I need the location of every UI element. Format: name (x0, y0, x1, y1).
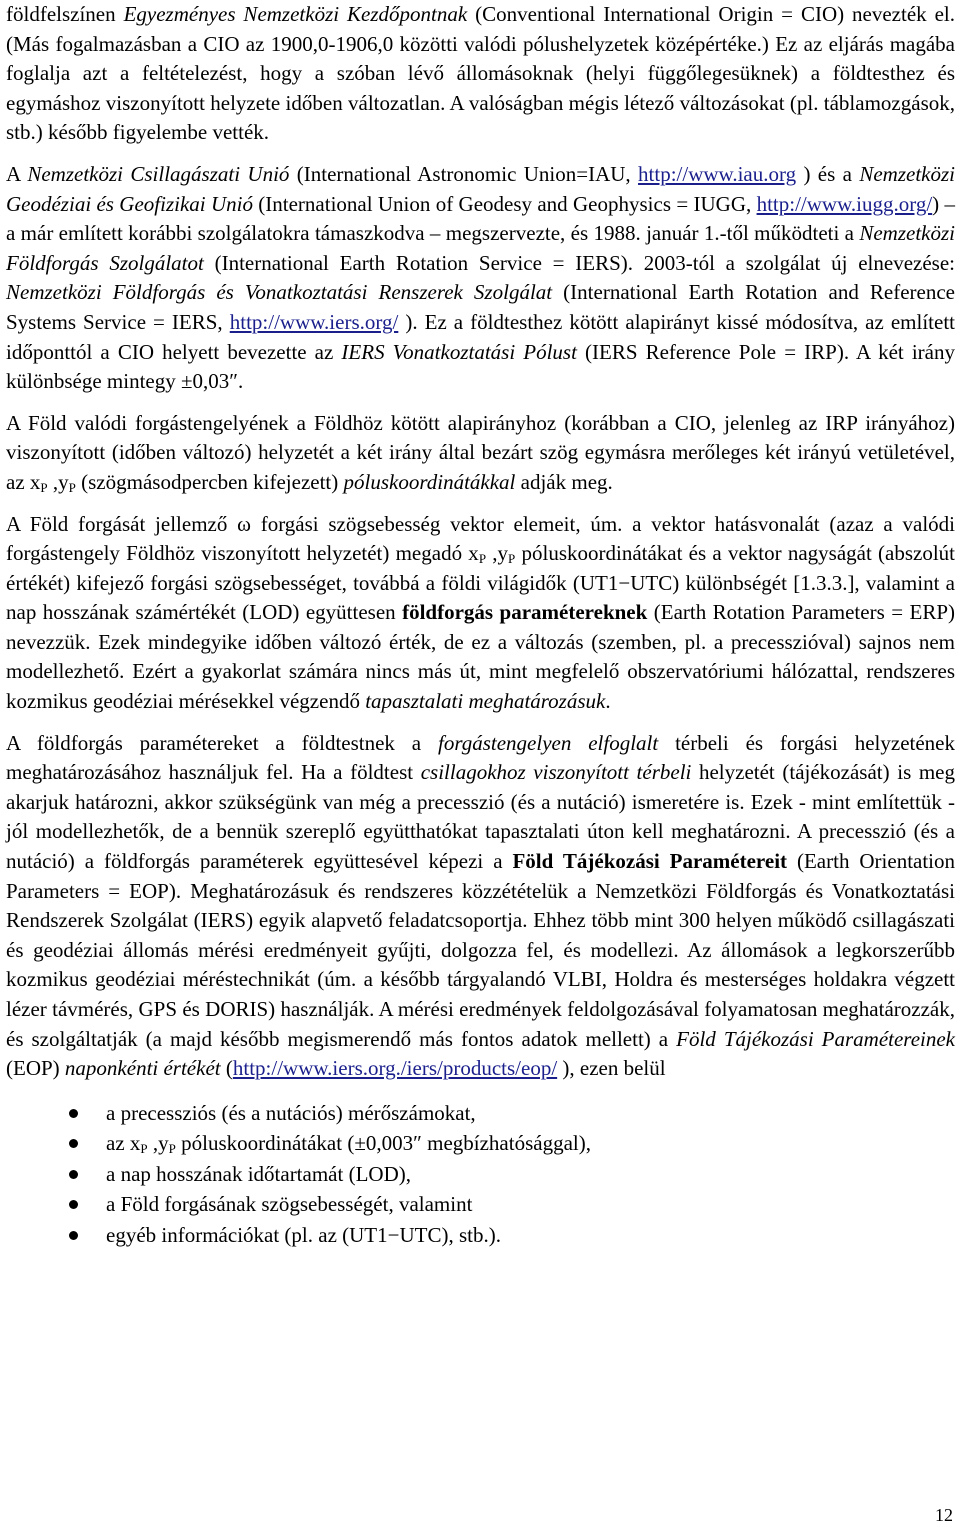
list-item (6, 1159, 955, 1190)
list-item-text: póluskoordinátákat (±0,003″ megbízhatósággal), (175, 1131, 591, 1156)
text-run: (Earth Rotation Parameters = ERP) nevezzük. Ezek mindegyike időben változó érték, de ez a változás (szemben, pl. a precesszióval) sajnos nem modellezhető. Ezért a gyakorlat számára nincs más út, mint megfelelő obszervatóriumi hálózattal, rendszeres kozmikus geodéziai mérésekkel végzendő (6, 600, 955, 714)
subscript: P (508, 551, 516, 567)
text-run: (Earth Orientation Parameters = EOP). Meghatározásuk és rendszeres közzétételük a Nemzetközi Földforgás és Vonatkoztatási Rendszerek Szolgálat (IERS) egyik alapvető feladatcsoportja. Ehhez több mint 300 helyen működő csillagászati és geodéziai állomás mérési eredményeit gyűjti, dolgozza fel, és modellezi. Az állomások a legkorszerűbb kozmikus geodéziai méréstechnikát (úm. a később tárgyalandó VLBI, Holdra és mesterséges holdakra végzett lézer távmérés, GPS és DORIS) használják. A mérési eredmények feldolgozásával folyamatosan meghatározzák, és szolgáltatják (a majd később megismerendő más fontos adatok mellett) a (6, 849, 956, 1051)
text-run: ). Ez a földtesthez kötött alapirányt kissé módosítva, az említett időponttól a CIO helyett bevezette az (6, 309, 956, 364)
list-item-text: a precessziós (és a nutációs) mérőszámokat, (106, 1100, 476, 1125)
page-number: 12 (935, 1505, 953, 1525)
term-eop-italic: Föld Tájékozási Paramétereinek (676, 1026, 955, 1051)
text-run: A Föld valódi forgástengelyének a Földhöz kötött alapirányhoz (korábban a CIO, jelenleg az IRP irányához) viszonyított (időben változó) helyzetét a két irány által bezárt szög egymásra merőleges két irányú vetületével, az x (6, 410, 955, 494)
term-csillagokhoz: csillagokhoz viszonyított térbeli (420, 760, 692, 785)
term-iau: Nemzetközi Csillagászati Unió (27, 161, 290, 186)
text-run: ( (220, 1056, 233, 1081)
text-run: (International Earth Rotation and Reference Systems Service = IERS, (6, 280, 955, 334)
paragraph-erp (6, 510, 955, 717)
text-run: földfelszínen (6, 2, 124, 26)
eop-bullet-list (6, 1098, 955, 1251)
text-run: (International Union of Geodesy and Geophysics = IUGG, (252, 191, 757, 216)
text-run: ,y (47, 469, 69, 494)
text-run: helyzetét (tájékozását) is meg akarjuk határozni, akkor szükségünk van még a precesszió (és a nutáció) ismeretére is. Ezek - mint említettük - jól modellezhetők, de a bennük szereplő együtthatókat tapasztalati úton kell meghatározni. A precesszió (és a nutáció) a földforgás paraméterek együttesével képezi a (6, 760, 955, 874)
list-item-text: ,y (147, 1131, 169, 1156)
term-iugg: Nemzetközi Geodéziai és Geofizikai Unió (6, 161, 955, 216)
subscript: P (140, 1141, 148, 1157)
text-run: (szögmásodpercben kifejezett) (75, 469, 344, 494)
list-item-text: az x (106, 1131, 141, 1156)
text-run: ), ezen belül (557, 1056, 666, 1081)
subscript: P (40, 479, 48, 495)
list-item (6, 1098, 955, 1129)
list-item (6, 1128, 955, 1159)
text-run: (Conventional International Origin = CIO) nevezték el. (Más fogalmazásban a CIO az 1900,0-1906,0 közötti valódi pólushelyzetek középértéke.) Ez az eljárás magába foglalja azt a feltételezést, hogy a szóban lévő állomásoknak (helyi függőlegesüknek) a földtesthez és egymáshoz viszonyított helyzete időben változatlan. A valóságban mégis létező változásokat (pl. táblamozgások, stb.) később figyelembe vették. (6, 2, 956, 145)
text-run: (International Earth Rotation Service = IERS). 2003-tól a szolgálat új elnevezése: (203, 250, 955, 275)
term-naponkenti: naponkénti értékét (64, 1056, 221, 1081)
term-poluskoordinatak: póluskoordinátákkal (343, 469, 516, 494)
list-item (6, 1220, 955, 1251)
list-item (6, 1189, 955, 1220)
text-run: A földforgás paramétereket a földtestnek a (6, 730, 438, 755)
bullet-icon (69, 1200, 78, 1209)
bullet-icon (69, 1139, 78, 1148)
text-run: ) és a (796, 161, 860, 186)
paragraph-cio (6, 0, 955, 148)
term-erp: földforgás paramétereknek (402, 600, 648, 625)
text-run: (IERS Reference Pole = IRP). A két irány különbsége mintegy ±0,03″. (6, 339, 955, 394)
bullet-icon (69, 1109, 78, 1118)
paragraph-eop (6, 729, 955, 1084)
link-eop[interactable]: http://www.iers.org./iers/products/eop/ (232, 1056, 558, 1081)
text-run: póluskoordinátákat és a vektor nagyságát (abszolút értékét) kifejező forgási szögsebességet, továbbá a földi világidők (UT1−UTC) különbségét [1.3.3.], valamint a nap hosszának számértékét (LOD) együttesen (6, 541, 956, 625)
paragraph-iers (6, 160, 955, 397)
list-item-text: a nap hosszának időtartamát (LOD), (106, 1161, 411, 1186)
list-item-text: egyéb információkat (pl. az (UT1−UTC), stb.). (106, 1222, 501, 1247)
term-iers-new-name: Nemzetközi Földforgás és Vonatkoztatási Renszerek Szolgálat (6, 280, 553, 305)
term-forgastengely: forgástengelyen elfoglalt (437, 730, 659, 755)
subscript: P (478, 551, 487, 567)
term-tapasztalati: tapasztalati meghatározásuk (365, 689, 606, 714)
text-run: A Föld forgását jellemző ω forgási szögsebesség vektor elemeit, úm. a vektor hatásvonalát (azaz a valódi forgástengely Földhöz viszonyított helyzetét) megadó x (6, 511, 955, 566)
link-iau[interactable]: http://www.iau.org (638, 161, 797, 186)
bullet-icon (69, 1231, 78, 1240)
term-irp: IERS Vonatkoztatási Pólust (341, 339, 577, 364)
text-run: (EOP) (6, 1056, 65, 1081)
link-iers[interactable]: http://www.iers.org/ (229, 309, 399, 334)
text-run: adják meg. (515, 469, 613, 494)
subscript: P (68, 479, 76, 495)
document-page (6, 0, 955, 1250)
term-foldforgas-szolgalat: Nemzetközi Földforgás Szolgálatot (6, 221, 955, 275)
text-run: ,y (486, 541, 509, 566)
term-eop-bold: Föld Tájékozási Paramétereit (512, 849, 788, 874)
link-iugg[interactable]: http://www.iugg.org/ (756, 191, 933, 216)
text-run: . (605, 689, 611, 714)
text-run: (International Astronomic Union=IAU, (289, 161, 639, 186)
text-run: A (6, 161, 28, 186)
paragraph-polus-koordinatak (6, 409, 955, 498)
text-run: térbeli és forgási helyzetének meghatározásához használjuk fel. Ha a földtest (6, 730, 955, 785)
bullet-icon (69, 1170, 78, 1179)
list-item-text: a Föld forgásának szögsebességét, valamint (106, 1192, 473, 1217)
term-egyezmenyes: Egyezményes Nemzetközi Kezdőpontnak (123, 2, 468, 26)
subscript: P (168, 1141, 176, 1157)
text-run: ) – a már említett korábbi szolgálatokra támaszkodva – megszervezte, és 1988. január 1.-től működteti a (6, 191, 955, 246)
